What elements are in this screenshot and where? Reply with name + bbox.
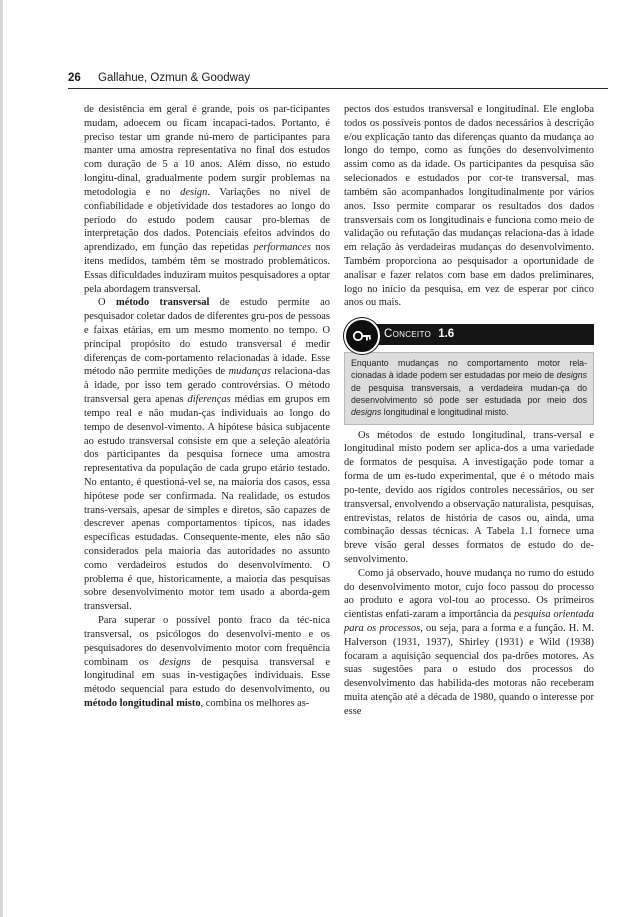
text-line: tempo, como as funções do desenvolvimento xyxy=(389,145,594,157)
italic-term: pesquisa orientada para xyxy=(344,609,594,635)
text-line: pos de pessoas e faixas etárias, em um mesmo xyxy=(84,311,330,336)
text-line: Para superar o possível ponto fraco da téc- xyxy=(98,615,313,627)
text-line: momento no tempo. O principal propósito do xyxy=(84,325,331,350)
text-line: drões motores. As suas sugestões para o estudo xyxy=(344,650,594,676)
text-line: vimento. A hipótese básica subjacente ao estudo xyxy=(84,421,330,447)
text-line: das à idade em relação às verdadeiras mudanças xyxy=(344,228,594,254)
paragraph-mixed-continued xyxy=(344,103,594,310)
text-line: das autoridades no assunto como verdadeiros xyxy=(84,546,331,571)
text-line: blemas de interpretação dos dados. Potenciais xyxy=(84,214,330,240)
italic-term: mudanças xyxy=(228,366,271,378)
text-line: longo do período do estudo podem causar pro- xyxy=(84,200,331,226)
text-line: motor com frequência combinam os xyxy=(84,642,330,668)
right-column xyxy=(344,103,594,719)
text-line: optar pela abordagem transversal. xyxy=(84,269,330,295)
italic-term: diferenças xyxy=(187,394,231,406)
text-line: médias em grupos em tempo real e não mudan- xyxy=(84,394,331,419)
text-line: também têm se mostrado problemáticos. Essas xyxy=(84,255,330,281)
text-line: estudo transversal é medir diferenças de com- xyxy=(84,338,331,364)
text-line: M. Halverson (1931, 1937), Shirley (1931) e Wild xyxy=(344,623,595,648)
text-line: tente, devido aos rígidos controles necessários, xyxy=(357,484,563,496)
text-line: representativa no final dos estudos com duração xyxy=(84,145,330,171)
bold-term: método xyxy=(84,697,118,709)
text-line: ou ser transversal, envolvendo a observação xyxy=(344,484,595,510)
text-line: necessários à descrição e/ou explicação tanto xyxy=(344,117,594,143)
text-line: comparar os resultados dos dados transversais xyxy=(344,200,595,226)
text-line: tou ao processo. Os primeiros cientistas enfati- xyxy=(344,595,594,621)
text-line: efeitos advindos do aprendizado, em função xyxy=(84,228,330,254)
text-line: visão geral desses formatos de estudo do de- xyxy=(374,540,595,552)
italic-term: performances xyxy=(253,242,311,254)
text-line: naturalista, pesquisas, entrevistas, relatos de xyxy=(344,498,594,524)
text-line: longitudinal e longitudinal misto. xyxy=(381,407,509,418)
paragraph-cross-sectional-method xyxy=(84,296,330,614)
text-line: estudos do desenvolvimento. O problema é que, xyxy=(84,559,330,585)
text-line: ao pesquisador coletar dados de diferentes gru- xyxy=(84,297,331,323)
text-line: , combina os melhores as- xyxy=(200,697,310,709)
italic-term: designs xyxy=(351,407,382,418)
concept-number: 1.6 xyxy=(438,328,455,341)
text-line: de descrever apenas comportamentos típicos, xyxy=(84,504,330,530)
text-line: mero de participantes para manter uma amostra xyxy=(84,131,330,157)
paragraph-mixed-longitudinal xyxy=(84,614,330,711)
italic-term: designs xyxy=(556,370,587,381)
text-line: portamento relacionadas à idade. Esse método xyxy=(84,352,331,378)
text-line: (1938) focaram a aquisição sequencial dos pa- xyxy=(344,636,594,662)
text-line: pectos dos estudos transversal e longitudinal. xyxy=(344,104,540,115)
text-line: O método transversal gera apenas xyxy=(84,380,330,406)
italic-term: os processos xyxy=(366,623,421,635)
running-header xyxy=(68,72,608,84)
text-line: historicamente, a maioria das pesquisas sobre xyxy=(84,573,331,599)
concept-box xyxy=(344,322,594,424)
text-line: dinal, gradualmente podem surgir problemas na xyxy=(117,173,330,185)
text-line: Como já observado, houve mudança no xyxy=(358,567,526,579)
bold-term: longitudinal misto xyxy=(119,697,201,709)
text-line: Enquanto mudanças no comportamento motor rela- xyxy=(351,358,587,369)
concept-title-bar xyxy=(372,324,594,345)
text-line: dificuldades induziram muitos pesquisadores a xyxy=(109,269,306,281)
text-line: O xyxy=(98,297,106,309)
text-line: não permite medições de xyxy=(118,366,226,378)
text-line: do desenvolvimento. Também proporciona ao xyxy=(344,242,595,267)
paragraph-research-formats xyxy=(344,429,594,567)
text-line: relatos com base em dados preliminares, logo no xyxy=(344,269,595,295)
bold-term: método transversal xyxy=(116,297,210,309)
text-line: longitudinalmente por vários anos. Isso permite xyxy=(344,186,595,212)
text-line: início da pesquisa, em vez de esperar por cinco xyxy=(382,283,595,295)
concept-text xyxy=(344,352,594,424)
text-line: ser confirmada. Na realidade, os estudos trans- xyxy=(84,490,330,516)
text-line: nica transversal, os psicólogos do desenvolvi- xyxy=(84,615,330,640)
text-line: dos xyxy=(572,395,587,406)
text-line: pesquisa são selecionados e estudados por cor- xyxy=(344,159,595,185)
key-icon xyxy=(344,318,380,354)
text-line: pesquisa transversal e longitudinal em suas in- xyxy=(84,656,331,682)
text-line: versais, apesar de simples e diretos, são capazes xyxy=(107,504,317,516)
text-line: de estudo permite xyxy=(209,297,310,309)
text-line: mento e os pesquisadores do desenvolvimento xyxy=(84,628,330,654)
text-line: ça do desenvolvimento só pode ser estudada por meio xyxy=(351,382,587,406)
text-line: confiabilidade e objetividade dos testadores ao xyxy=(84,200,288,212)
header-authors: Gallahue, Ozmun & Goodway xyxy=(98,72,251,84)
text-line: pesquisador a oportunidade de analisar e fazer xyxy=(344,255,595,281)
text-line: versal e longitudinal misto podem ser aplica- xyxy=(344,429,595,455)
text-line: vel se, na maioria dos casos, essa hipótese pode xyxy=(84,476,331,502)
text-line: zaram a importância da xyxy=(412,609,512,621)
text-line: Os métodos de estudo longitudinal, trans- xyxy=(358,429,557,441)
text-line: tudo experimental, que é o método mais po- xyxy=(344,471,595,496)
text-line: de xyxy=(190,656,212,668)
text-line: foco passou do processo ao produto e agora vol- xyxy=(344,581,595,607)
text-line: nos itens medidos, xyxy=(84,242,331,267)
text-line: validação ou refutação das mudanças relaciona- xyxy=(344,228,547,240)
text-line: vestigações individuais. Esse método sequencial xyxy=(84,670,331,696)
text-line: dos a uma variedade de formatos de pesquisa. xyxy=(344,443,594,469)
paragraph-historical-focus xyxy=(344,567,594,719)
text-line: Ele engloba todos os possíveis pontos de dados xyxy=(344,104,594,129)
italic-term: designs xyxy=(159,656,191,668)
text-line: dos participantes da pesquisa fornece uma xyxy=(84,449,289,461)
text-line: metodologia e no xyxy=(84,186,171,198)
text-line: dessas técnicas. A Tabela 1.1 fornece uma breve xyxy=(344,526,595,552)
text-line: gem transversal. xyxy=(84,587,331,613)
text-line: transversal consiste em que a seleção aleatória xyxy=(128,435,331,447)
text-line: nas idades específicas estudadas. Consequente- xyxy=(84,518,330,544)
text-line: , ou seja, para a forma e a função. H. xyxy=(420,623,579,635)
text-line: cionadas à idade podem ser estudadas por meio de xyxy=(351,370,555,381)
italic-term: design xyxy=(180,186,208,198)
text-line: rumo do estudo do desenvolvimento motor, cujo xyxy=(344,567,594,593)
text-line: relaciona- xyxy=(270,366,317,378)
text-line: anos ou mais. xyxy=(344,297,402,309)
scan-edge xyxy=(0,0,3,917)
concept-label: Conceito xyxy=(384,328,432,341)
text-line: para estudo do desenvolvimento, ou xyxy=(169,684,330,696)
text-line: com os longitudinais e funciona como meio de xyxy=(396,214,595,226)
text-line: grupo etário testado. No entanto, é questioná- xyxy=(84,463,330,488)
text-line: ticipantes mudam, adoecem ou ficam incapaci- xyxy=(84,104,330,129)
text-line: amostra representativa da população de cada xyxy=(84,449,330,475)
concept-header xyxy=(344,322,594,348)
text-line: des motoras não receberam muita atenção até xyxy=(344,678,594,704)
text-line: dos processos do desenvolvimento das habilida- xyxy=(344,664,594,690)
text-line: das à idade, por isso tem gerado controvérsias. xyxy=(84,366,331,392)
text-line: das diferenças quanto da mudança ao longo do xyxy=(344,131,595,157)
text-line: ças individuais ao longo do tempo de desenvol- xyxy=(84,407,330,433)
left-column xyxy=(84,103,330,711)
text-line: história de casos ou, ainda, uma combinação xyxy=(344,512,594,538)
page-number: 26 xyxy=(68,72,81,84)
text-line: A investigação pode tomar a forma de um es- xyxy=(344,457,594,483)
text-line: . Variações no nível de xyxy=(207,186,330,198)
paragraph-longitudinal-problems xyxy=(84,103,330,296)
text-line: te transversal, mas também são acompanhados xyxy=(344,173,594,198)
text-line: de desistência em geral é grande, pois os par- xyxy=(84,104,290,115)
text-line: desenvolvimento motor tem usado a aborda- xyxy=(112,587,313,599)
text-line: tados. Portanto, é preciso testar um grande nú- xyxy=(84,117,330,143)
text-line: mente, eles não são considerados pela maioria xyxy=(84,532,330,557)
text-line: de 5 a 10 anos. Além disso, no estudo longitu- xyxy=(84,159,330,185)
text-line: senvolvimento. xyxy=(344,553,409,565)
text-line: assim como as da idade. Os participantes da xyxy=(344,159,537,171)
text-line: das repetidas xyxy=(192,242,249,254)
text-line: a década de 1980, quando o interesse por esse xyxy=(344,692,594,717)
text-line: de pesquisa transversais, a verdadeira mudan- xyxy=(351,382,561,393)
header-rule xyxy=(68,88,608,89)
